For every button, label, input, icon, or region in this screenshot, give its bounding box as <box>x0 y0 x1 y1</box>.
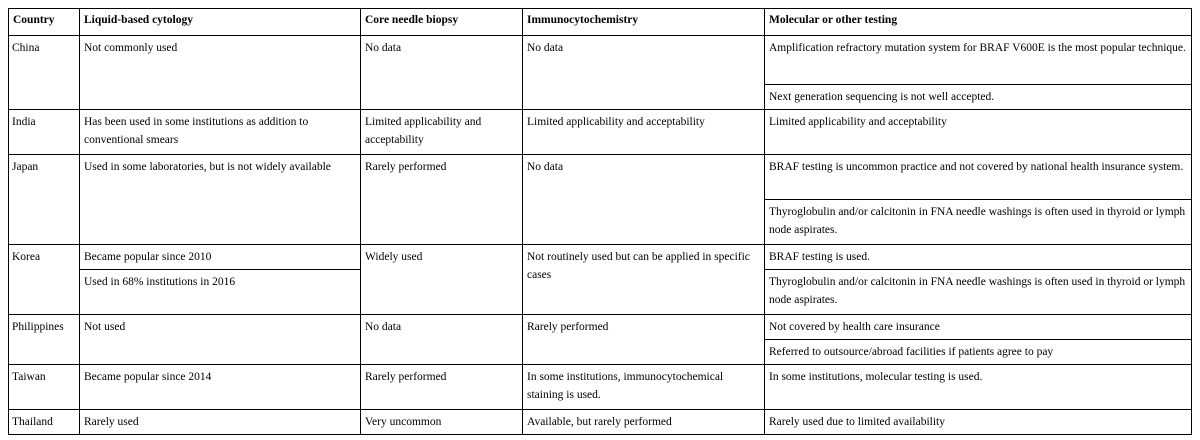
header-country: Country <box>9 9 80 36</box>
header-row <box>9 9 1192 36</box>
cell-immunocytochemistry: In some institutions, immunocytochemical staining is used. <box>523 365 765 410</box>
table-row <box>9 410 1192 435</box>
comparison-table <box>8 8 1192 435</box>
cell-core-needle-biopsy: Rarely performed <box>361 155 523 245</box>
cell-immunocytochemistry: Not routinely used but can be applied in specific cases <box>523 245 765 315</box>
cell-molecular-testing: Thyroglobulin and/or calcitonin in FNA needle washings is often used in thyroid or lymph node aspirates. <box>765 200 1192 245</box>
cell-country: Thailand <box>9 410 80 435</box>
cell-country: Japan <box>9 155 80 245</box>
table-row <box>9 365 1192 410</box>
cell-immunocytochemistry: Limited applicability and acceptability <box>523 110 765 155</box>
cell-molecular-testing: BRAF testing is used. <box>765 245 1192 270</box>
cell-immunocytochemistry: No data <box>523 155 765 245</box>
cell-core-needle-biopsy: Widely used <box>361 245 523 315</box>
cell-country: China <box>9 36 80 110</box>
cell-core-needle-biopsy: Very uncommon <box>361 410 523 435</box>
cell-liquid-based-cytology: Became popular since 2014 <box>80 365 361 410</box>
cell-core-needle-biopsy: Rarely performed <box>361 365 523 410</box>
cell-country: Korea <box>9 245 80 315</box>
cell-molecular-testing: Next generation sequencing is not well accepted. <box>765 85 1192 110</box>
table-row <box>9 315 1192 340</box>
cell-country: Taiwan <box>9 365 80 410</box>
cell-core-needle-biopsy: No data <box>361 315 523 365</box>
header-molecular-testing: Molecular or other testing <box>765 9 1192 36</box>
cell-liquid-based-cytology: Rarely used <box>80 410 361 435</box>
cell-molecular-testing: BRAF testing is uncommon practice and not covered by national health insurance system. <box>765 155 1192 200</box>
cell-molecular-testing: Referred to outsource/abroad facilities if patients agree to pay <box>765 340 1192 365</box>
cell-immunocytochemistry: Available, but rarely performed <box>523 410 765 435</box>
cell-molecular-testing: Rarely used due to limited availability <box>765 410 1192 435</box>
cell-molecular-testing: Limited applicability and acceptability <box>765 110 1192 155</box>
table-row <box>9 155 1192 200</box>
cell-liquid-based-cytology: Not commonly used <box>80 36 361 110</box>
header-immunocytochemistry: Immunocytochemistry <box>523 9 765 36</box>
table-row <box>9 36 1192 85</box>
cell-core-needle-biopsy: No data <box>361 36 523 110</box>
header-core-needle-biopsy: Core needle biopsy <box>361 9 523 36</box>
cell-immunocytochemistry: Rarely performed <box>523 315 765 365</box>
table-row <box>9 110 1192 155</box>
cell-liquid-based-cytology: Has been used in some institutions as addition to conventional smears <box>80 110 361 155</box>
cell-country: Philippines <box>9 315 80 365</box>
cell-liquid-based-cytology: Used in some laboratories, but is not widely available <box>80 155 361 245</box>
cell-molecular-testing: In some institutions, molecular testing is used. <box>765 365 1192 410</box>
cell-molecular-testing: Thyroglobulin and/or calcitonin in FNA needle washings is often used in thyroid or lymph node aspirates. <box>765 270 1192 315</box>
cell-country: India <box>9 110 80 155</box>
cell-core-needle-biopsy: Limited applicability and acceptability <box>361 110 523 155</box>
cell-liquid-based-cytology: Became popular since 2010 <box>80 245 361 270</box>
cell-liquid-based-cytology: Used in 68% institutions in 2016 <box>80 270 361 315</box>
cell-immunocytochemistry: No data <box>523 36 765 110</box>
cell-molecular-testing: Not covered by health care insurance <box>765 315 1192 340</box>
cell-liquid-based-cytology: Not used <box>80 315 361 365</box>
header-liquid-based-cytology: Liquid-based cytology <box>80 9 361 36</box>
table-row <box>9 245 1192 270</box>
cell-molecular-testing: Amplification refractory mutation system for BRAF V600E is the most popular technique. <box>765 36 1192 85</box>
